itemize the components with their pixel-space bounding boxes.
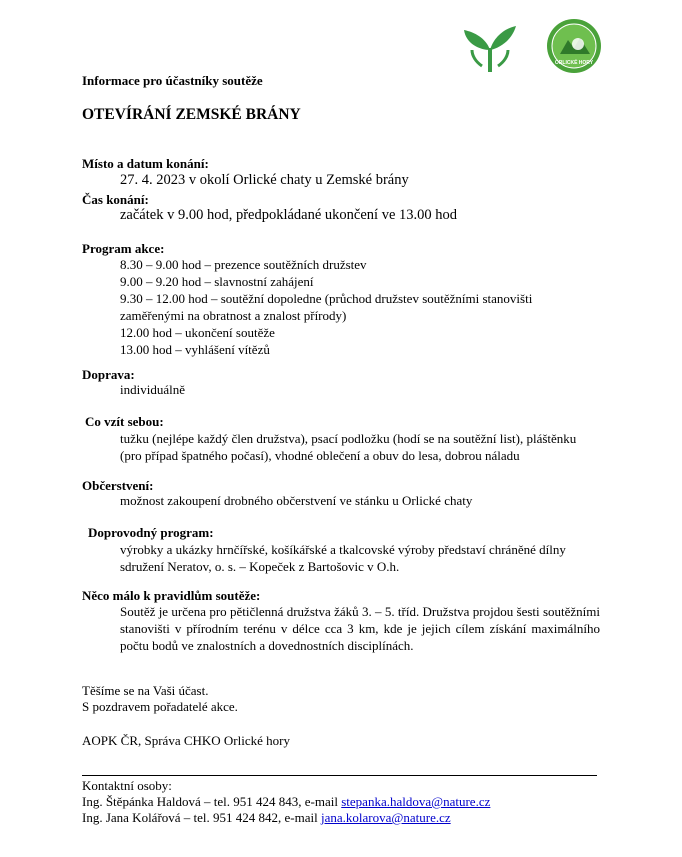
program-item: 12.00 hod – ukončení soutěže [120, 325, 275, 340]
bring-line: (pro případ špatného počasí), vhodné oblečení a obuv do lesa, dobrou náladu [120, 448, 520, 463]
transport-label: Doprava: [82, 367, 135, 382]
contact-text: Ing. Štěpánka Haldová – tel. 951 424 843, e-mail [82, 794, 342, 809]
email-link[interactable]: stepanka.haldova@nature.cz [341, 794, 491, 809]
accompany-text [120, 541, 566, 575]
transport-value: individuálně [120, 382, 185, 397]
bring-line: tužku (nejlépe každý člen družstva), psací podložku (hodí se na soutěžní list), pláštěnku [120, 431, 577, 446]
contact-text: Ing. Jana Kolářová – tel. 951 424 842, e-mail [82, 810, 321, 825]
divider [82, 775, 597, 776]
email-link[interactable]: jana.kolarova@nature.cz [321, 810, 451, 825]
closing-line1: Těšíme se na Vaši účast. [82, 683, 209, 698]
program-item: zaměřenými na obratnost a znalost přírody) [120, 308, 347, 323]
contact-row [82, 794, 490, 810]
badge-text: ORLICKÉ HORY [554, 60, 594, 66]
refreshment-value: možnost zakoupení drobného občerstvení ve stánku u Orlické chaty [120, 493, 473, 508]
time-label: Čas konání: [82, 192, 149, 207]
organization: AOPK ČR, Správa CHKO Orlické hory [82, 733, 290, 748]
event-title: OTEVÍRÁNÍ ZEMSKÉ BRÁNY [82, 106, 301, 123]
rules-text: Soutěž je určena pro pětičlenná družstva žáků 3. – 5. tříd. Družstva projdou šesti soutěžními stanovišti v přírodním terénu v délce cca 3 km, kde je jejich cílem získání maximálního počtu bodů ve znalostních a dovednostních disciplínách. [120, 604, 600, 653]
accompany-line: výrobky a ukázky hrnčířské, košíkářské a tkalcovské výroby představí chráněné dílny [120, 542, 566, 557]
program-list [120, 256, 532, 358]
accompany-line: sdružení Neratov, o. s. – Kopeček z Bartošovic v O.h. [120, 559, 400, 574]
place-label: Místo a datum konání: [82, 156, 209, 171]
bring-label: Co vzít sebou: [85, 414, 164, 429]
program-item: 9.30 – 12.00 hod – soutěžní dopoledne (průchod družstev soutěžními stanovišti [120, 291, 533, 306]
refreshment-label: Občerstvení: [82, 478, 154, 493]
info-heading: Informace pro účastníky soutěže [82, 73, 263, 88]
accompany-label: Doprovodný program: [88, 525, 214, 540]
orlicke-hory-badge-icon [546, 18, 602, 74]
place-value: 27. 4. 2023 v okolí Orlické chaty u Zemské brány [120, 172, 409, 188]
program-item: 9.00 – 9.20 hod – slavnostní zahájení [120, 274, 314, 289]
time-value: začátek v 9.00 hod, předpokládané ukončení ve 13.00 hod [120, 207, 458, 223]
rules-label: Něco málo k pravidlům soutěže: [82, 588, 261, 603]
contact-row [82, 810, 451, 826]
closing-line2: S pozdravem pořadatelé akce. [82, 699, 238, 714]
program-label: Program akce: [82, 241, 165, 256]
aopk-logo-icon [460, 22, 520, 74]
contacts-label: Kontaktní osoby: [82, 778, 172, 793]
program-item: 13.00 hod – vyhlášení vítězů [120, 342, 270, 357]
program-item: 8.30 – 9.00 hod – prezence soutěžních družstev [120, 257, 367, 272]
bring-text [120, 430, 576, 464]
